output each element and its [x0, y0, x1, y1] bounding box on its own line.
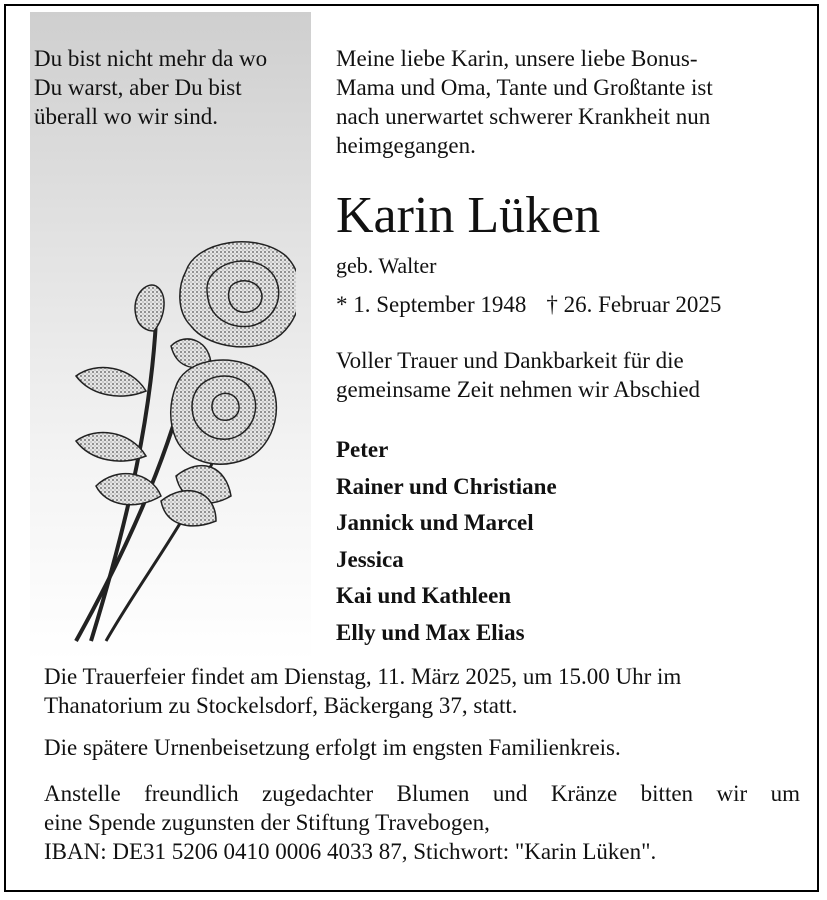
mourner: Jannick und Marcel — [336, 510, 534, 535]
donation-notice — [44, 779, 800, 866]
deceased-name: Karin Lüken — [336, 187, 601, 244]
ceremony-notice: Die Trauerfeier findet am Dienstag, 11. März 2025, um 15.00 Uhr im Thanatorium zu Stockelsdorf, Bäckergang 37, statt. — [44, 664, 682, 718]
life-dates — [336, 290, 721, 319]
donation-line-1: Anstelle freundlich zugedachter Blumen und Kränze bitten wir um — [44, 781, 800, 806]
birth-date: * 1. September 1948 — [336, 292, 527, 317]
urn-burial-notice: Die spätere Urnenbeisetzung erfolgt im engsten Familienkreis. — [44, 735, 621, 760]
mourner: Kai und Kathleen — [336, 583, 512, 608]
donation-line-3: IBAN: DE31 5206 0410 0006 4033 87, Stichwort: "Karin Lüken". — [44, 839, 657, 864]
rose-illustration — [36, 231, 296, 651]
mourner: Jessica — [336, 546, 404, 572]
obituary-frame — [4, 4, 819, 892]
mourners-list — [336, 432, 557, 651]
mourner: Peter — [336, 437, 389, 462]
memorial-quote: Du bist nicht mehr da wo Du warst, aber Du bist überall wo wir sind. — [34, 46, 268, 129]
death-date: † 26. Februar 2025 — [546, 292, 722, 317]
maiden-name: geb. Walter — [336, 253, 437, 278]
mourner: Elly und Max Elias — [336, 619, 525, 645]
intro-text: Meine liebe Karin, unsere liebe Bonus- Mama und Oma, Tante und Großtante ist nach unerwartet schwerer Krankheit nun heimgegangen. — [336, 46, 713, 158]
farewell-text: Voller Trauer und Dankbarkeit für die gemeinsame Zeit nehmen wir Abschied — [336, 348, 701, 402]
mourner: Rainer und Christiane — [336, 473, 557, 499]
donation-line-2: eine Spende zugunsten der Stiftung Travebogen, — [44, 810, 490, 835]
